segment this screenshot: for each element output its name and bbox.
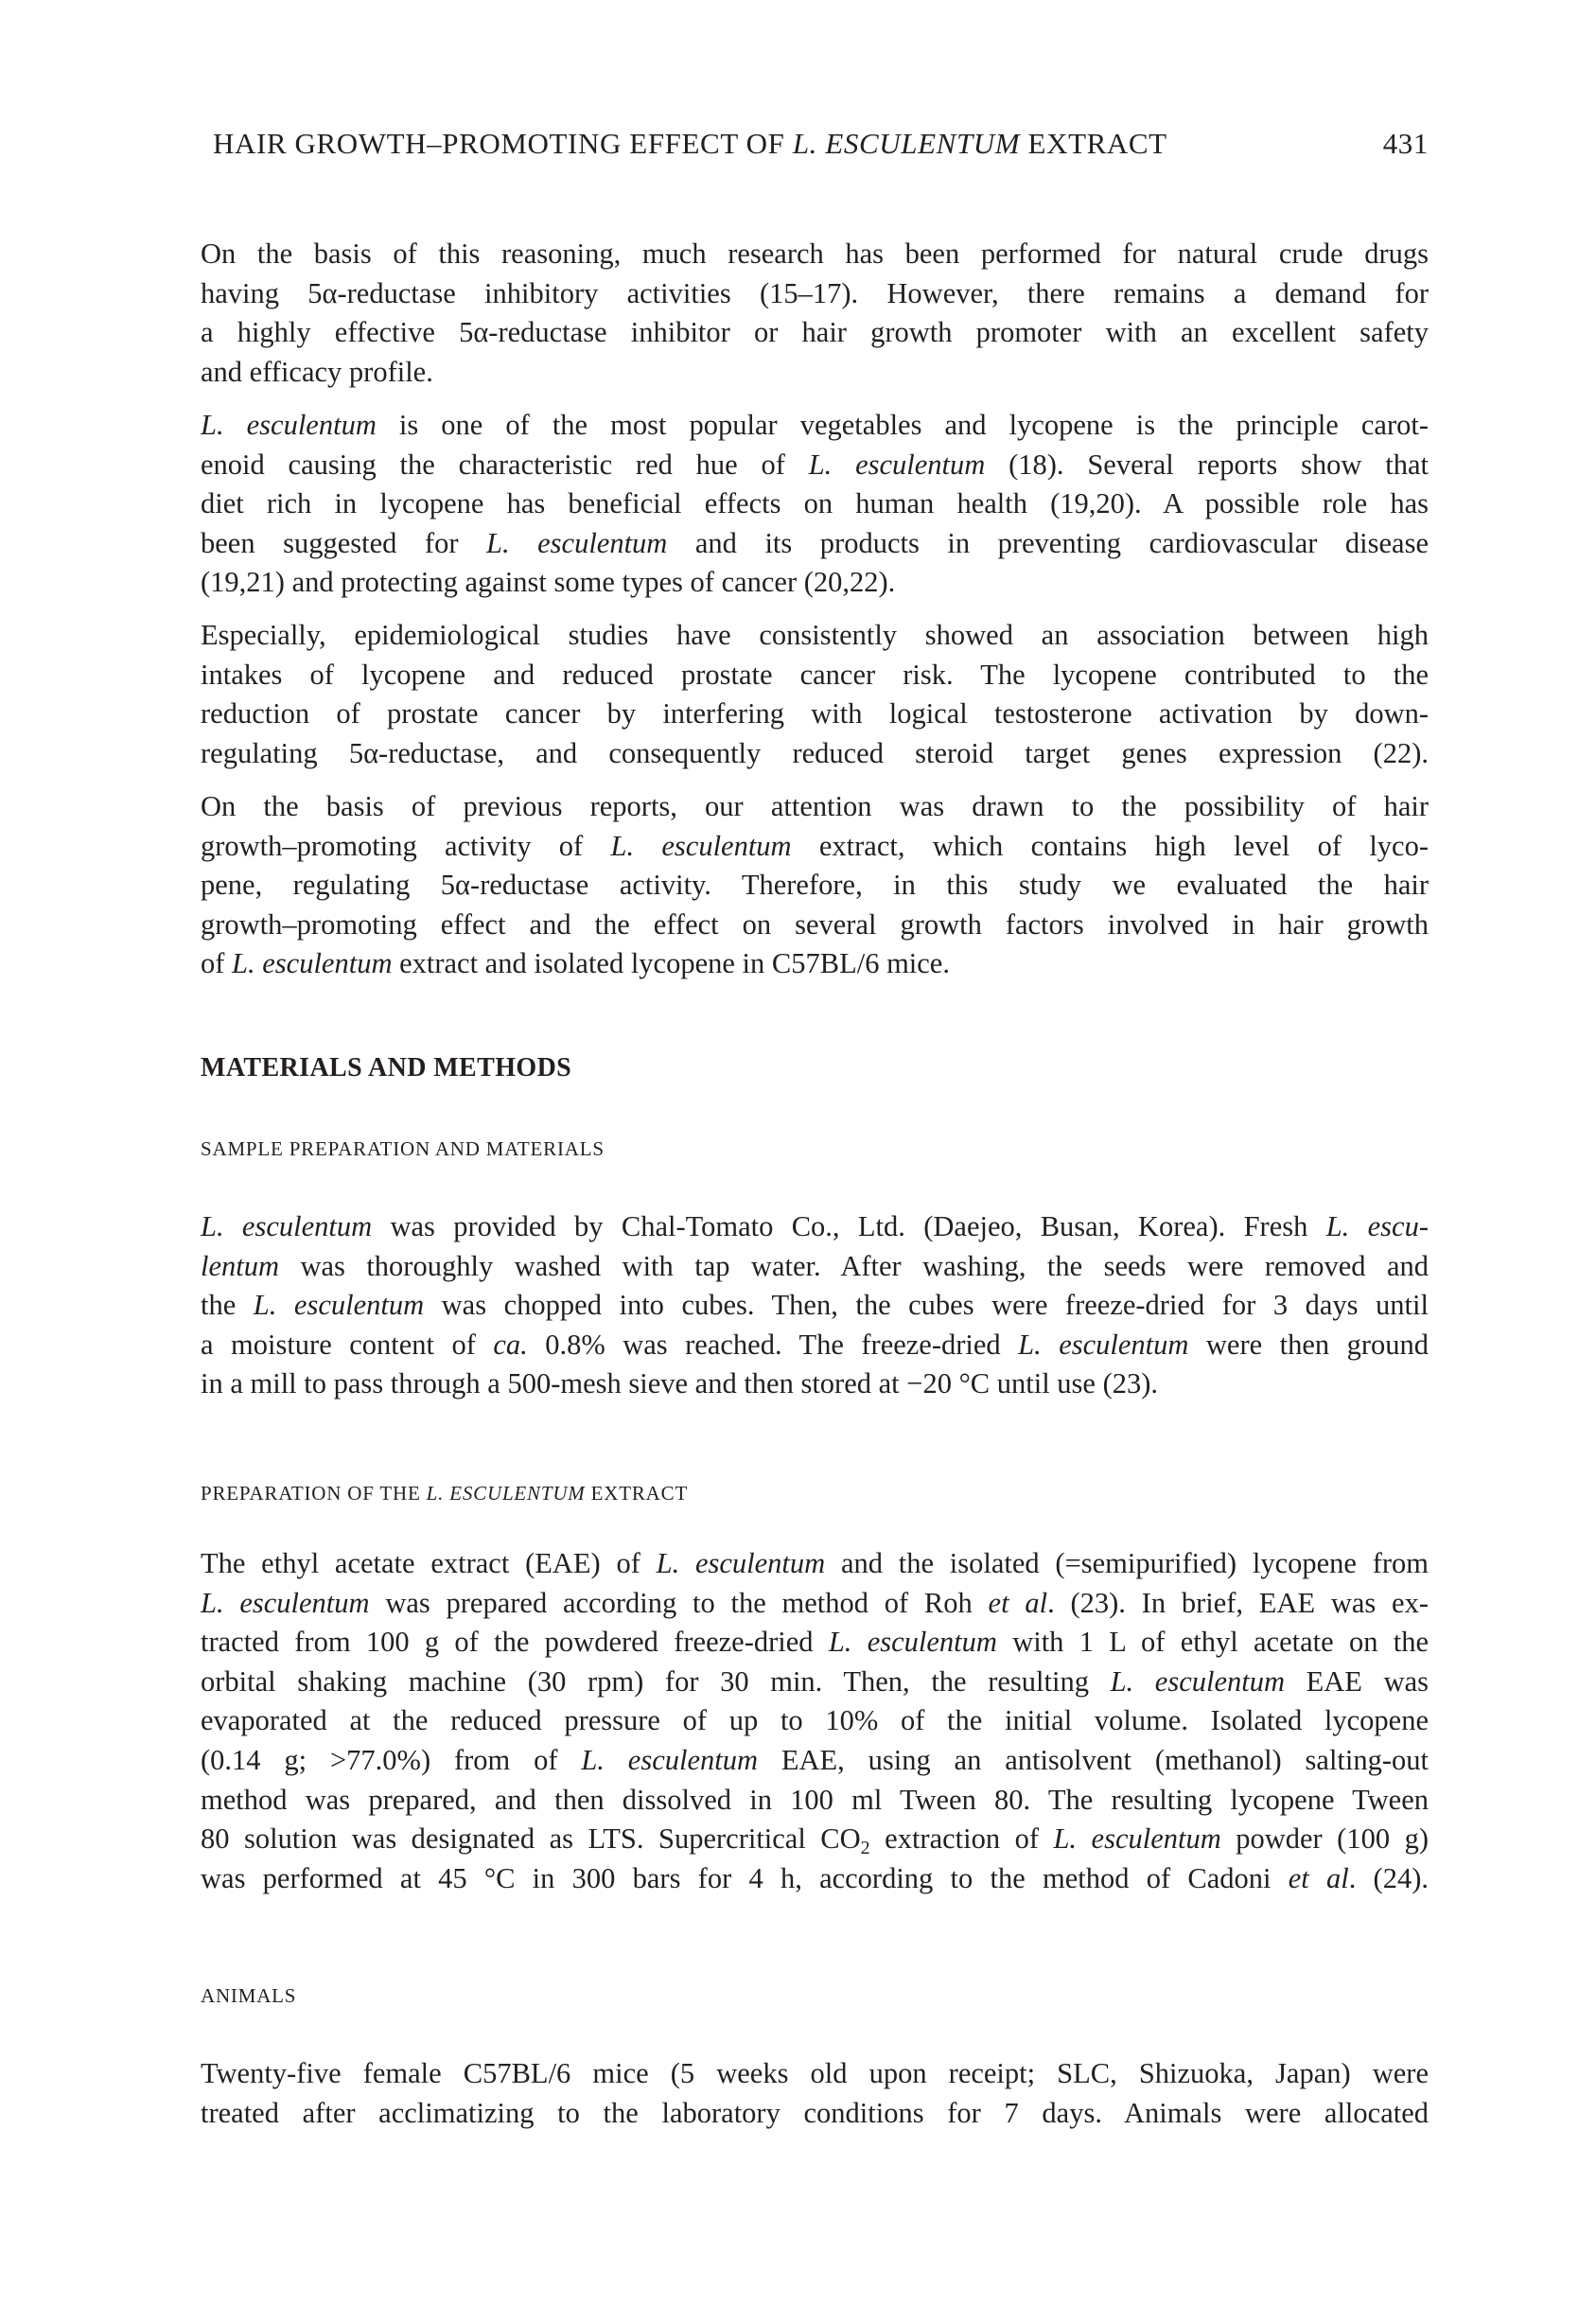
text-run: EAE was [1285,1664,1429,1698]
text-run: was performed at 45 °C in 300 bars for 4 h, according to the method of Cadoni [201,1861,1289,1894]
text-run: 0.8% was reached. The freeze-dried [527,1328,1019,1361]
subsection-heading-animals: ANIMALS [201,1984,297,2007]
italic-text-run: L. esculentum [828,1626,997,1659]
paragraph-sample-preparation [201,1207,1429,1404]
paragraph-extract-preparation [201,1544,1429,1898]
text-run: been suggested for [201,526,487,559]
text-line [201,563,1429,603]
text-run: (18). Several reports show that [985,448,1429,481]
text-run: 80 solution was designated as LTS. Supercritical CO [201,1822,861,1856]
paragraph-prostate-cancer [201,616,1429,773]
text-line [201,1364,1429,1404]
running-head-title [213,127,1167,161]
text-run: growth–promoting effect and the effect on several growth factors involved in hair growth [201,907,1429,941]
paragraph-study-aim [201,787,1429,984]
text-run: . (23). In brief, EAE was ex- [1047,1586,1429,1619]
text-line [201,353,1429,393]
italic-text-run: L. esculentum [1018,1328,1189,1361]
text-run: the [201,1289,254,1322]
italic-text-run: L. esculentum [610,829,792,862]
text-run: and its products in preventing cardiovascular disease [667,526,1429,559]
italic-text-run: ca. [493,1328,528,1361]
text-line [201,1663,1429,1702]
italic-text-run: L. esculentum [1053,1822,1221,1856]
text-run: powder (100 g) [1220,1822,1429,1856]
italic-text-run: lentum [201,1249,280,1282]
text-run: having 5α-reductase inhibitory activities (15–17). However, there remains a demand for [201,276,1429,309]
text-run: intakes of lycopene and reduced prostate cancer risk. The lycopene contributed to the [201,658,1429,691]
text-line [201,484,1429,524]
text-run: diet rich in lycopene has beneficial effects on human health (19,20). A possible role has [201,487,1429,520]
text-line [201,274,1429,314]
text-run: . (24). [1348,1861,1429,1894]
text-run: reduction of prostate cancer by interfering with logical testosterone activation by down- [201,697,1429,731]
text-run: was provided by Chal-Tomato Co., Ltd. (Daejeo, Busan, Korea). Fresh [372,1210,1326,1242]
text-run: was thoroughly washed with tap water. After washing, the seeds were removed and [279,1249,1429,1282]
text-run: tracted from 100 g of the powdered freeze-dried [201,1626,829,1659]
text-run: a moisture content of [201,1328,494,1361]
paragraph-animals [201,2054,1429,2133]
italic-text-run: L. esculentum [1110,1664,1286,1698]
italic-text-run: L. esculentum [486,526,668,559]
subsection-heading-suffix: EXTRACT [585,1482,689,1505]
text-line [201,1286,1429,1326]
text-line [201,1820,1429,1859]
text-run: extract, which contains high level of lyco- [791,829,1429,862]
text-line [201,406,1429,446]
text-line [201,1247,1429,1287]
text-line [201,944,1429,984]
text-run: with 1 L of ethyl acetate on the [996,1626,1429,1659]
text-run: evaporated at the reduced pressure of up to 10% of the initial volume. Isolated lycopene [201,1704,1429,1737]
italic-text-run: L. esculentum [656,1547,826,1579]
text-line [201,616,1429,656]
text-run: and the isolated (=semipurified) lycopene from [825,1547,1429,1579]
italic-text-run: L. esculentum [201,1210,373,1242]
subsection-heading-extract-preparation [201,1482,688,1505]
text-line [201,1584,1429,1624]
text-run: was chopped into cubes. Then, the cubes were freeze-dried for 3 days until [424,1289,1429,1322]
page-number: 431 [1382,127,1429,160]
text-run: was prepared according to the method of Roh [369,1586,989,1619]
running-head-title-suffix: EXTRACT [1020,127,1167,160]
running-head [213,127,1429,168]
text-line [201,656,1429,695]
text-line [201,866,1429,906]
italic-text-run: L. esculentum [232,947,393,980]
text-line [201,1741,1429,1781]
text-run: method was prepared, and then dissolved in 100 ml Tween 80. The resulting lycopene Tween [201,1783,1429,1816]
text-line [201,313,1429,353]
text-line [201,1859,1429,1899]
text-run: a highly effective 5α-reductase inhibitor or hair growth promoter with an excellent safety [201,316,1429,349]
italic-text-run: L. esculentum [253,1289,425,1322]
text-run: is one of the most popular vegetables and lycopene is the principle carot- [376,409,1429,441]
text-run: Twenty-five female C57BL/6 mice (5 weeks old upon receipt; SLC, Shizuoka, Japan) were [201,2057,1429,2089]
text-line [201,2054,1429,2094]
italic-text-run: L. escu- [1325,1210,1429,1242]
subscript: 2 [860,1838,870,1859]
text-line [201,1623,1429,1663]
text-run: in a mill to pass through a 500-mesh sieve and then stored at −20 °C until use (23). [201,1367,1159,1400]
text-run: of [201,947,233,980]
italic-text-run: L. esculentum [201,1586,370,1619]
italic-text-run: L. esculentum [808,448,986,481]
italic-text-run: L. esculentum [201,409,377,441]
paragraph-intro-reasoning [201,235,1429,392]
text-run: (19,21) and protecting against some types of cancer (20,22). [201,566,896,599]
text-line [201,1326,1429,1365]
text-line [201,734,1429,774]
text-line [201,1701,1429,1741]
text-line [201,235,1429,274]
text-line [201,1207,1429,1247]
text-run: orbital shaking machine (30 rpm) for 30 min. Then, the resulting [201,1664,1111,1698]
text-line [201,524,1429,564]
italic-text-run: L. esculentum [581,1743,758,1776]
text-run: (0.14 g; >77.0%) from of [201,1743,582,1776]
text-run: Especially, epidemiological studies have consistently showed an association between high [201,619,1429,651]
text-run: On the basis of this reasoning, much research has been performed for natural crude drugs [201,238,1429,270]
section-heading-materials-methods: MATERIALS AND METHODS [201,1053,572,1083]
running-head-title-species: L. ESCULENTUM [792,127,1021,160]
italic-text-run: et al [1288,1861,1349,1894]
running-head-title-text: HAIR GROWTH–PROMOTING EFFECT OF [213,127,793,160]
text-line [201,2094,1429,2134]
text-run: The ethyl acetate extract (EAE) of [201,1547,657,1579]
paragraph-lycopene-background [201,406,1429,603]
subsection-heading-sample-preparation: SAMPLE PREPARATION AND MATERIALS [201,1137,605,1160]
text-line [201,695,1429,734]
text-run: extraction of [869,1822,1054,1856]
subsection-heading-species: L. ESCULENTUM [426,1482,586,1505]
text-line [201,1781,1429,1821]
text-run: were then ground [1188,1328,1429,1361]
text-run: On the basis of previous reports, our attention was drawn to the possibility of hair [201,790,1429,822]
text-line [201,446,1429,485]
text-run: enoid causing the characteristic red hue of [201,448,809,481]
subsection-heading-text: PREPARATION OF THE [201,1482,427,1505]
italic-text-run: et al [988,1586,1048,1619]
text-line [201,1544,1429,1584]
text-line [201,827,1429,867]
text-run: and efficacy profile. [201,355,433,388]
text-line [201,906,1429,945]
text-line [201,787,1429,827]
text-run: pene, regulating 5α-reductase activity. Therefore, in this study we evaluated the hair [201,869,1429,902]
text-run: treated after acclimatizing to the laboratory conditions for 7 days. Animals were allocated [201,2096,1429,2129]
text-run: growth–promoting activity of [201,829,611,862]
text-run: EAE, using an antisolvent (methanol) salting-out [758,1743,1429,1776]
text-run: regulating 5α-reductase, and consequently reduced steroid target genes expression (22). [201,736,1429,769]
text-run: extract and isolated lycopene in C57BL/6 mice. [392,947,950,980]
